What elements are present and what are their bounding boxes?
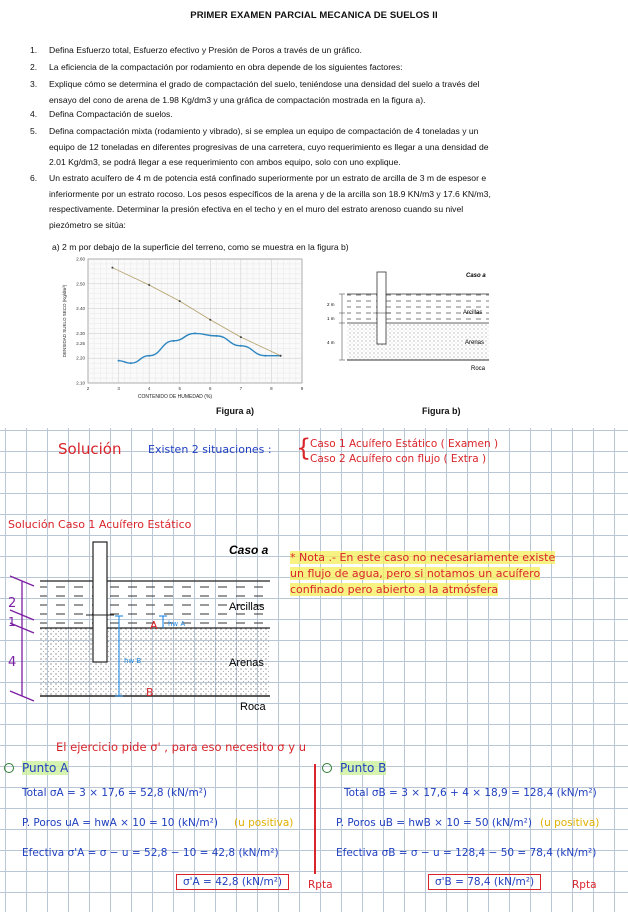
data-point xyxy=(130,362,132,364)
data-point xyxy=(111,267,113,269)
question-text-line: respectivamente. Determinar la presión efectiva en el techo y en el muro del estrato arenoso cuando su nivel xyxy=(49,204,464,214)
nota-line-1: * Nota .- En este caso no necesariamente existe xyxy=(290,551,556,564)
question-text-line: inferiormente por un estrato rocoso. Los pesos específicos de la arena y de la arcilla son 18.9 KN/m3 y 17.6 KN/m3, xyxy=(49,188,491,199)
question-number: 4. xyxy=(30,109,38,119)
nota-line-2: un flujo de agua, pero si notamos un acuífero xyxy=(290,567,541,580)
data-point xyxy=(148,284,150,286)
clay-layer-small xyxy=(347,294,489,323)
b-efectiva: Efectiva σB = σ − u = 128,4 − 50 = 78,4 (kN/m²) xyxy=(336,847,597,859)
arenas-label: Arenas xyxy=(229,657,264,669)
y-tick-label: 2.50 xyxy=(76,281,85,287)
question-number: 1. xyxy=(30,45,38,55)
dim-4-label: 4 xyxy=(8,655,17,670)
caso-title: Solución Caso 1 Acuífero Estático xyxy=(8,518,192,531)
compaction-chart xyxy=(60,255,310,403)
data-point xyxy=(240,345,242,347)
data-point xyxy=(240,336,242,338)
dim-1m-label: 1 m xyxy=(327,316,335,321)
b-poros: P. Poros uB = hwB × 10 = 50 (kN/m²) xyxy=(336,817,532,829)
data-point xyxy=(280,355,282,357)
question-text-line: equipo de 12 toneladas en diferentes progresivas de una carretera, cuyo requerimiento es llegar a una densidad de xyxy=(49,141,489,152)
question-text-line: Defina Compactación de suelos. xyxy=(49,109,173,119)
x-axis-label: CONTENIDO DE HUMEDAD (%) xyxy=(137,394,213,400)
roca-label: Roca xyxy=(240,701,266,713)
question-text-line: Defina Esfuerzo total, Esfuerzo efectivo y Presión de Poros a través de un gráfico. xyxy=(49,45,362,55)
x-tick-label: 7 xyxy=(239,386,243,391)
y-tick-label: 2.26 xyxy=(76,340,85,346)
x-tick-label: 4 xyxy=(147,386,151,391)
question-number: 2. xyxy=(30,62,38,72)
question-6a: a) 2 m por debajo de la superficie del terreno, como se muestra en la figura b) xyxy=(52,242,349,252)
b-result-box: σ'B = 78,4 (kN/m²) xyxy=(428,874,541,890)
a-rpta: Rpta xyxy=(308,879,333,891)
punto-a-title: Punto A xyxy=(4,761,68,775)
figure-b-caption: Figura b) xyxy=(422,406,461,416)
caso2-text: Caso 2 Acuífero con flujo ( Extra ) xyxy=(310,453,487,465)
brace: { xyxy=(296,434,312,462)
b-rpta: Rpta xyxy=(572,879,597,891)
question-text-line: 2.01 Kg/dm3, se podrá llegar a ese requerimiento con ambos equipo, solo con uno explique. xyxy=(49,157,401,167)
point-a-label: A xyxy=(150,619,158,632)
question-text-line: Un estrato acuífero de 4 m de potencia está confinado superiormente por un estrato de arcilla de 3 m de espesor e xyxy=(49,173,487,183)
question-number: 3. xyxy=(30,79,38,89)
punto-b-title: Punto B xyxy=(322,761,386,775)
a-poros: P. Poros uA = hwA × 10 = 10 (kN/m²) xyxy=(22,817,218,829)
a-efectiva: Efectiva σ'A = σ − u = 52,8 − 10 = 42,8 (kN/m²) xyxy=(22,847,279,859)
y-tick-label: 2.20 xyxy=(76,355,85,361)
y-tick-label: 2.30 xyxy=(76,330,85,336)
dim-4m-label: 4 m xyxy=(327,340,335,345)
hwb-label: hw B xyxy=(124,657,142,665)
question-number: 5. xyxy=(30,126,38,136)
a-result-box: σ'A = 42,8 (kN/m²) xyxy=(176,874,289,890)
question-text-line: Defina compactación mixta (rodamiento y vibrado), si se emplea un equipo de compactación de 4 toneladas y un xyxy=(49,126,479,136)
x-tick-label: 5 xyxy=(178,386,181,391)
y-tick-label: 2.40 xyxy=(76,306,85,312)
caso1-text: Caso 1 Acuífero Estático ( Examen ) xyxy=(310,438,499,450)
data-point xyxy=(173,340,175,342)
b-total: Total σB = 3 × 17,6 + 4 × 18,9 = 128,4 (kN/m²) xyxy=(344,787,597,799)
x-tick-label: 9 xyxy=(300,386,304,391)
exam-sheet xyxy=(0,0,628,428)
a-positiva: (u positiva) xyxy=(234,817,294,829)
plot-area xyxy=(88,259,302,383)
y-axis-label: DENSIDAD SUELO SECO (Kg/dm³) xyxy=(62,284,67,358)
roca-label-small: Roca xyxy=(471,366,486,372)
figure-a-caption: Figura a) xyxy=(216,406,255,416)
dim-1-label: 1 xyxy=(8,615,16,629)
a-total: Total σA = 3 × 17,6 = 52,8 (kN/m²) xyxy=(22,787,207,799)
data-point xyxy=(194,332,196,334)
soil-profile-figure xyxy=(325,268,495,376)
question-text-line: piezómetro se sitúa: xyxy=(49,219,126,230)
point-b-label: B xyxy=(146,686,154,699)
dimension-lines xyxy=(10,576,34,701)
dim-2m-label: 2 m xyxy=(327,302,335,307)
dim-2-label: 2 xyxy=(8,596,17,611)
data-point xyxy=(264,355,266,357)
x-tick-label: 2 xyxy=(86,386,90,391)
data-point xyxy=(148,355,150,357)
pide-text: El ejercicio pide σ' , para eso necesito σ y u xyxy=(56,740,306,754)
case-label-small: Caso a xyxy=(466,273,486,279)
y-tick-label: 2.10 xyxy=(76,380,85,386)
exam-title: PRIMER EXAMEN PARCIAL MECANICA DE SUELOS II xyxy=(190,10,438,21)
solucion-label: Solución xyxy=(58,440,122,458)
question-text-line: ensayo del cono de arena de 1.98 Kg/dm3 y una gráfica de compactación mostrada en la figura a). xyxy=(49,94,426,105)
arcillas-label-small: Arcillas xyxy=(463,310,483,316)
arenas-label-small: Arenas xyxy=(465,340,485,346)
arcillas-label: Arcillas xyxy=(229,601,265,613)
question-text-line: La eficiencia de la compactación por rodamiento en obra depende de los siguientes factores: xyxy=(49,62,403,72)
piezometer-tube-small xyxy=(377,272,386,344)
x-tick-label: 8 xyxy=(270,386,273,391)
column-divider xyxy=(314,764,316,874)
data-point xyxy=(215,335,217,337)
existen-text: Existen 2 situaciones : xyxy=(148,443,272,456)
b-positiva: (u positiva) xyxy=(540,817,600,829)
piezometer-tube xyxy=(93,542,107,662)
nota-line-3: confinado pero abierto a la atmósfera xyxy=(290,583,499,596)
data-point xyxy=(179,300,181,302)
x-tick-label: 3 xyxy=(117,386,120,391)
data-point xyxy=(118,360,120,362)
soil-profile-diagram xyxy=(0,538,280,718)
handwritten-solution xyxy=(0,428,628,912)
question-number: 6. xyxy=(30,173,38,183)
question-text-line: Explique cómo se determina el grado de compactación del suelo, teniéndose una densidad del suelo a través del xyxy=(49,79,480,89)
y-tick-label: 2.60 xyxy=(76,256,85,262)
data-point xyxy=(209,319,211,321)
x-tick-label: 6 xyxy=(209,386,212,391)
hwa-label: hw A xyxy=(168,620,186,628)
case-label: Caso a xyxy=(229,543,269,557)
